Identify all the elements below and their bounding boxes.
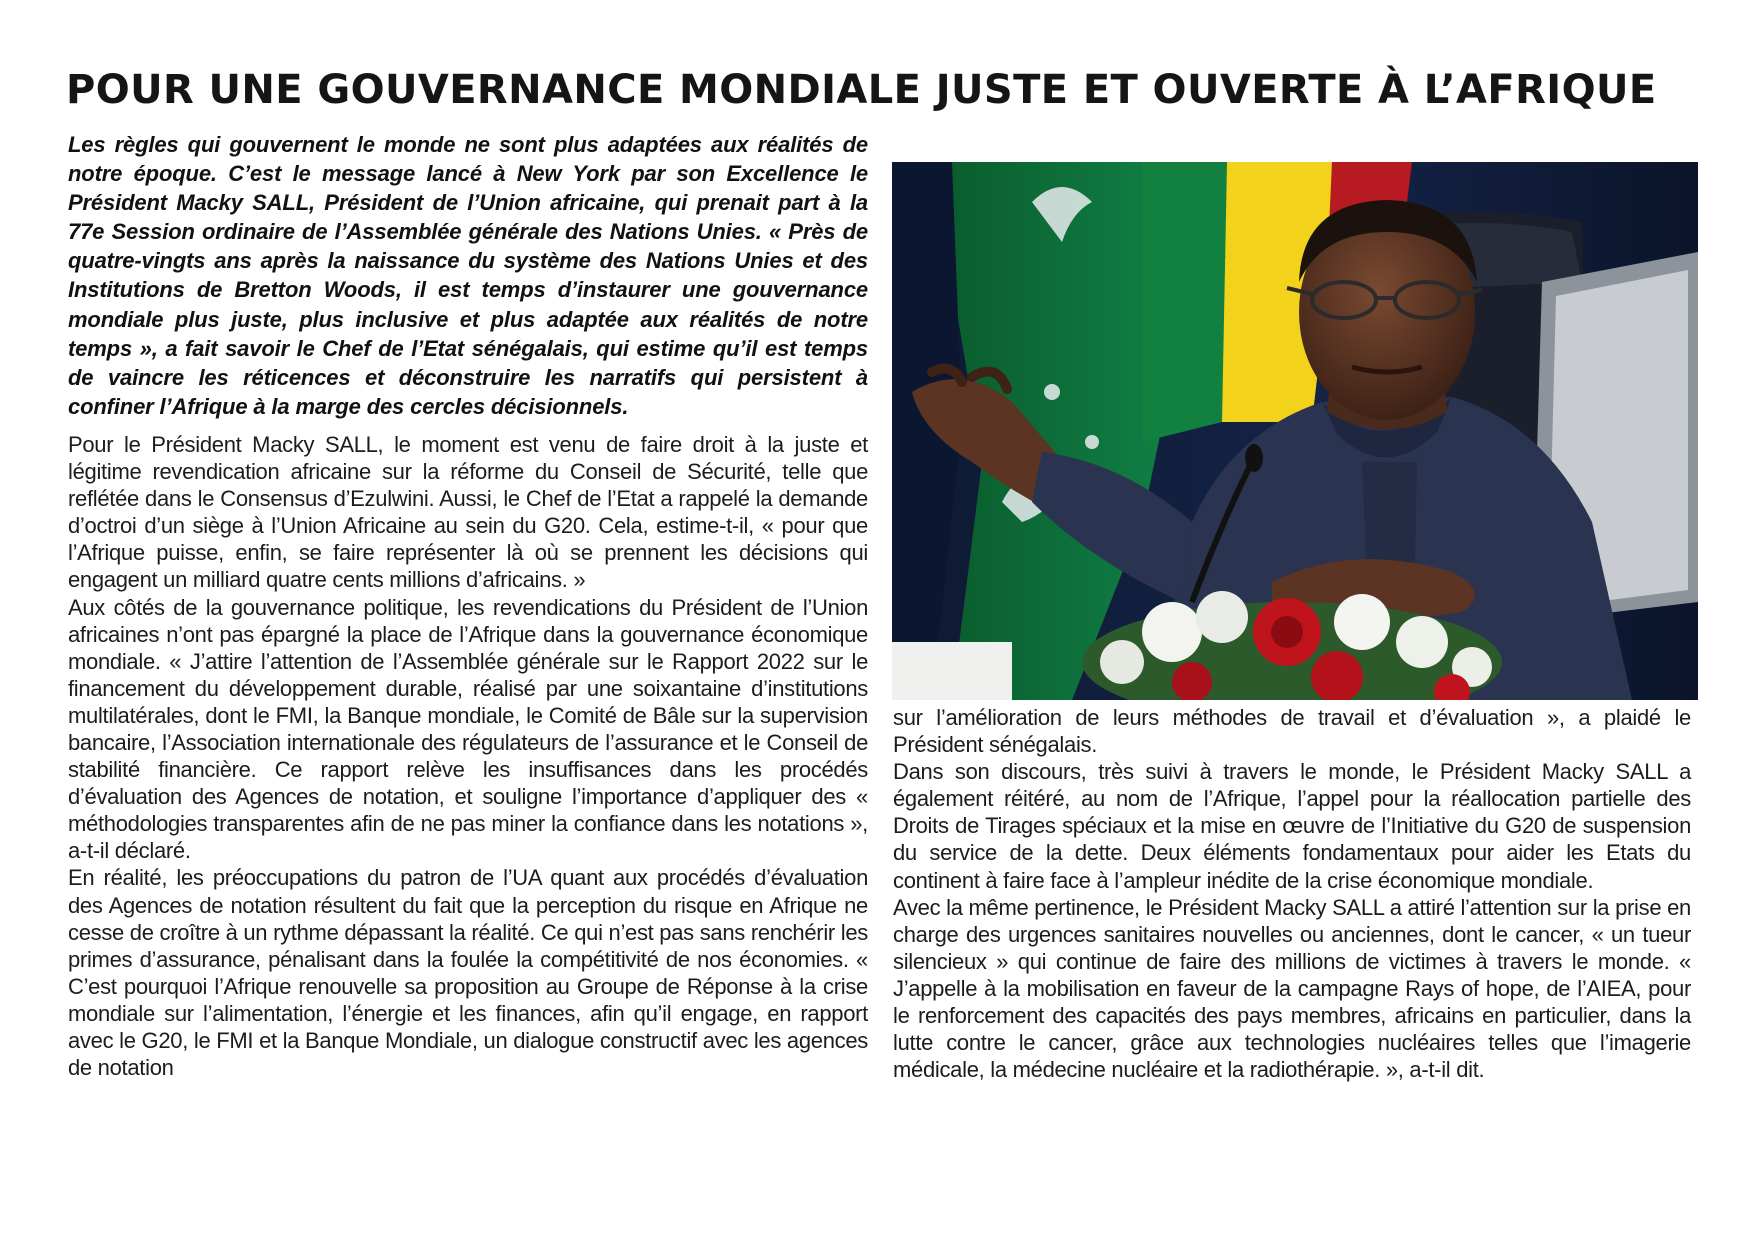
right-column [893, 704, 1691, 1083]
body-paragraph: Dans son discours, très suivi à travers le monde, le Président Macky SALL a également réitéré, au nom de l’Afrique, l’appel pour la réallocation partielle des Droits de Tirages spéciaux et la mise en œuvre de l’Initiative du G20 de suspension du service de la dette. Deux éléments fondamentaux pour aider les Etats du continent à faire face à l’ampleur inédite de la crise économique mondiale. [893, 759, 1691, 893]
body-paragraph: sur l’amélioration de leurs méthodes de travail et d’évaluation », a plaidé le Président sénégalais. [893, 705, 1691, 758]
president-photo [892, 162, 1698, 700]
body-paragraph: Aux côtés de la gouvernance politique, les revendications du Président de l’Union africaines n’ont pas épargné la place de l’Afrique dans la gouvernance économique mondiale. « J’attire l’attention de l’Assemblée générale sur le Rapport 2022 sur le financement du développement durable, réalisé par une soixantaine d’institutions multilatérales, dont le FMI, la Banque mondiale, le Comité de Bâle sur la supervision bancaire, l’Association internationale des régulateurs de l’assurance et le Conseil de stabilité financière. Ce rapport relève les insuffisances dans les procédés d’évaluation des Agences de notation, et souligne l’importance d’appliquer des « méthodologies transparentes afin de ne pas miner la confiance dans les notations », a-t-il déclaré. [68, 594, 868, 864]
left-column [68, 130, 868, 1081]
body-paragraph: En réalité, les préoccupations du patron de l’UA quant aux procédés d’évaluation des Agences de notation résultent du fait que la perception du risque en Afrique ne cesse de croître à un rythme dépassant la réalité. Ce qui n’est pas sans renchérir les primes d’assurance, pénalisant dans la foulée la compétitivité de nos économies. « C’est pourquoi l’Afrique renouvelle sa proposition au Groupe de Réponse à la crise mondiale sur l’alimentation, l’énergie et les finances, afin qu’il engage, en rapport avec le G20, le FMI et la Banque Mondiale, un dialogue constructif avec les agences de notation [68, 865, 868, 1081]
page-title: POUR UNE GOUVERNANCE MONDIALE JUSTE ET OUVERTE À L’AFRIQUE [66, 67, 1657, 113]
lead-paragraph: Les règles qui gouvernent le monde ne sont plus adaptées aux réalités de notre époque. C’est le message lancé à New York par son Excellence le Président Macky SALL, Président de l’Union africaine, qui prenait part à la 77e Session ordinaire de l’Assemblée générale des Nations Unies. « Près de quatre-vingts ans après la naissance du système des Nations Unies et des Institutions de Bretton Woods, il est temps d’instaurer une gouvernance mondiale plus juste, plus inclusive et plus adaptée aux réalités de notre temps », a fait savoir le Chef de l’Etat sénégalais, qui estime qu’il est temps de vaincre les réticences et déconstruire les narratifs qui persistent à confiner l’Afrique à la marge des cercles décisionnels. [68, 132, 868, 419]
body-paragraph: Pour le Président Macky SALL, le moment est venu de faire droit à la juste et légitime revendication africaine sur la réforme du Conseil de Sécurité, telle que reflétée dans le Consensus d’Ezulwini. Aussi, le Chef de l’Etat a rappelé la demande d’octroi d’un siège à l’Union Africaine au sein du G20. Cela, estime-t-il, « pour que l’Afrique puisse, enfin, se faire représenter là où se prennent les décisions qui engagent un milliard quatre cents millions d’africains. » [68, 431, 868, 593]
body-paragraph: Avec la même pertinence, le Président Macky SALL a attiré l’attention sur la prise en charge des urgences sanitaires nouvelles ou anciennes, dont le cancer, « un tueur silencieux » qui continue de faire des millions de victimes à travers le monde. « J’appelle à la mobilisation en faveur de la campagne Rays of hope, de l’AIEA, pour le renforcement des capacités des pays membres, africains en particulier, dans la lutte contre le cancer, grâce aux technologies nucléaires telles que l’imagerie médicale, la médecine nucléaire et la radiothérapie. », a-t-il dit. [893, 894, 1691, 1083]
